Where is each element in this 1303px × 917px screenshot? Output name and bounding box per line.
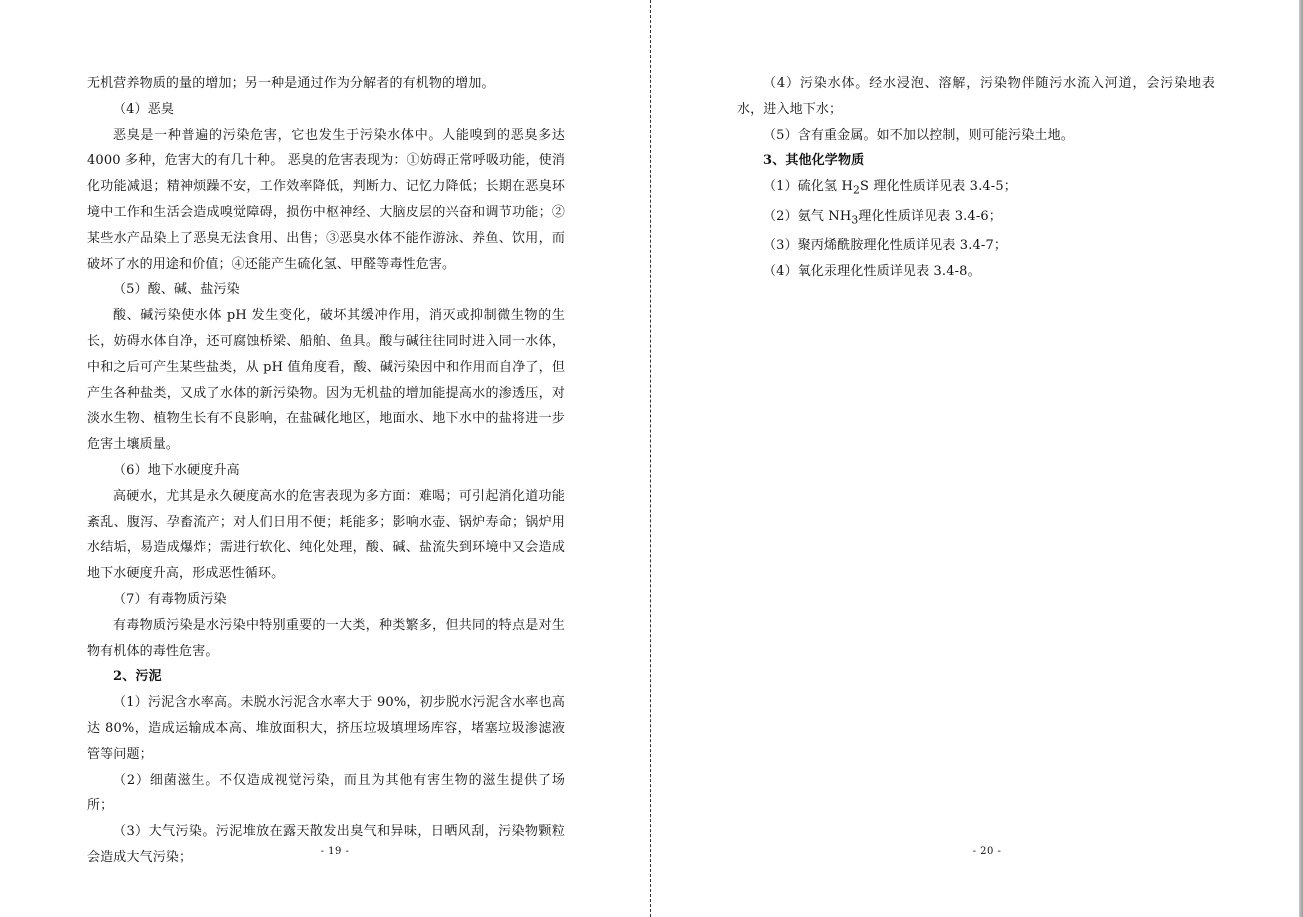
paragraph: （4）污染水体。经水浸泡、溶解，污染物伴随污水流入河道，会污染地表水，进入地下水； bbox=[737, 76, 1215, 117]
list-item bbox=[737, 259, 1215, 285]
subscript: 3 bbox=[851, 213, 859, 227]
page-19-body bbox=[87, 71, 565, 871]
list-item-text: （2）氨气 NH bbox=[763, 208, 852, 224]
list-item bbox=[737, 233, 1215, 259]
document-page-19 bbox=[0, 0, 650, 917]
subheading-odor: （4）恶臭 bbox=[113, 101, 175, 117]
list-item-text: 理化性质详见表 3.4-6； bbox=[858, 208, 1002, 224]
page-20-body bbox=[737, 71, 1215, 285]
document-page-20 bbox=[652, 0, 1303, 917]
paragraph: 恶臭是一种普遍的污染危害，它也发生于污染水体中。人能嗅到的恶臭多达 4000 多种，危害大的有几十种。 恶臭的危害表现为：①妨碍正常呼吸功能，使消化功能减退；精神烦躁不安，工作效率降低，判断力、记忆力降低；长期在恶臭环境中工作和生活会造成嗅觉障碍，损伤中枢神经、大脑皮层的兴奋和调节功能；②某些水产品染上了恶臭无法食用、出售；③恶臭水体不能作游泳、养鱼、饮用，而破坏了水的用途和价值；④还能产生硫化氢、甲醛等毒性危害。 bbox=[87, 127, 565, 272]
paragraph: （5）含有重金属。如不加以控制，则可能污染土地。 bbox=[763, 127, 1074, 143]
page-number: - 19 - bbox=[320, 846, 350, 857]
paragraph: （1）污泥含水率高。未脱水污泥含水率大于 90%，初步脱水污泥含水率也高达 80%，造成运输成本高、堆放面积大，挤压垃圾填埋场库容，堵塞垃圾渗滤液管等问题； bbox=[87, 695, 565, 762]
subheading-toxic-substances: （7）有毒物质污染 bbox=[113, 591, 227, 607]
list-item bbox=[737, 174, 1215, 203]
list-item-text: （4）氧化汞理化性质详见表 3.4-8。 bbox=[763, 263, 981, 279]
page-divider bbox=[650, 0, 651, 917]
list-item bbox=[737, 204, 1215, 233]
subscript: 2 bbox=[852, 183, 860, 197]
paragraph: 有毒物质污染是水污染中特别重要的一大类，种类繁多，但共同的特点是对生物有机体的毒性危害。 bbox=[87, 617, 565, 659]
list-item-text: （3）聚丙烯酰胺理化性质详见表 3.4-7； bbox=[763, 237, 1008, 253]
paragraph: （2）细菌滋生。不仅造成视觉污染，而且为其他有害生物的滋生提供了场所； bbox=[87, 772, 565, 814]
section-heading-sludge: 2、污泥 bbox=[113, 669, 162, 685]
list-item-text: S 理化性质详见表 3.4-5； bbox=[860, 179, 1017, 195]
paragraph: 无机营养物质的量的增加；另一种是通过作为分解者的有机物的增加。 bbox=[87, 76, 495, 91]
page-number: - 20 - bbox=[972, 846, 1002, 857]
paragraph: （3）大气污染。污泥堆放在露天散发出臭气和异味，日晒风刮，污染物颗粒会造成大气污染； bbox=[87, 824, 565, 865]
subheading-groundwater-hardness: （6）地下水硬度升高 bbox=[113, 462, 240, 478]
list-item-text: （1）硫化氢 H bbox=[763, 179, 853, 195]
subheading-acid-alkali-salt: （5）酸、碱、盐污染 bbox=[113, 282, 240, 298]
paragraph: 高硬水，尤其是永久硬度高水的危害表现为多方面：难喝；可引起消化道功能紊乱、腹泻、孕畜流产；对人们日用不便；耗能多；影响水壶、锅炉寿命；锅炉用水结垢，易造成爆炸；需进行软化、纯化处理，酸、碱、盐流失到环境中又会造成地下水硬度升高，形成恶性循环。 bbox=[87, 488, 565, 582]
viewer-edge bbox=[1299, 0, 1303, 917]
section-heading-other-chemicals: 3、其他化学物质 bbox=[763, 153, 865, 169]
paragraph: 酸、碱污染使水体 pH 发生变化，破坏其缓冲作用，消灭或抑制微生物的生长，妨碍水体自净，还可腐蚀桥梁、船舶、鱼具。酸与碱往往同时进入同一水体，中和之后可产生某些盐类，从 pH 值角度看，酸、碱污染因中和作用而自净了，但产生各种盐类，又成了水体的新污染物。因为无机盐的增加能提高水的渗透压，对淡水生物、植物生长有不良影响，在盐碱化地区，地面水、地下水中的盐将进一步危害土壤质量。 bbox=[87, 308, 565, 453]
